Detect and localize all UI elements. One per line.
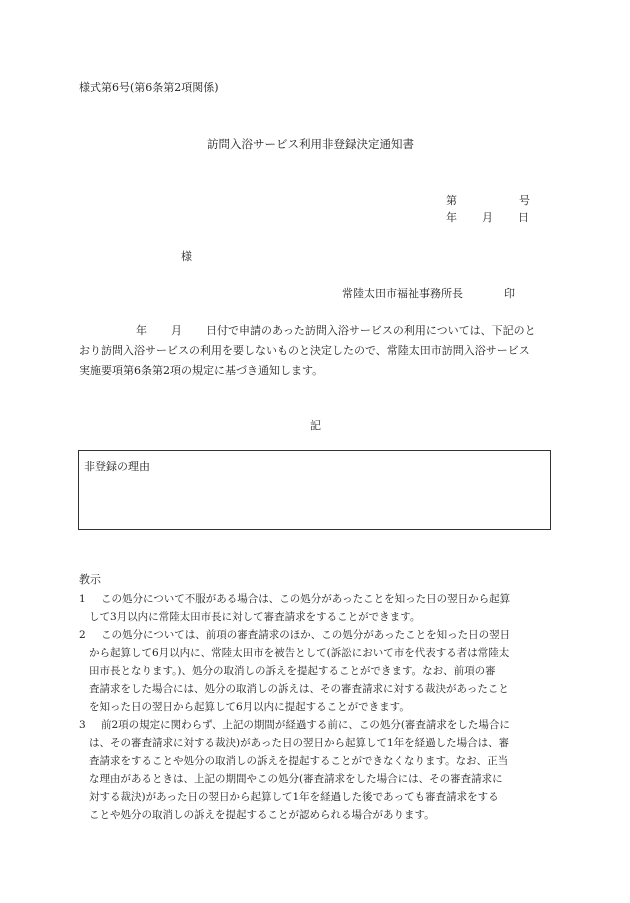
instruction-line: は、その審査請求に対する裁決)があった日の翌日から起算して1年を経過した場合は、審 [89, 737, 510, 749]
record-label: 記 [310, 419, 321, 432]
instruction-list [79, 590, 557, 824]
instruction-line: この処分について不服がある場合は、この処分があったことを知った日の翌日から起算 [101, 593, 511, 605]
seal-mark: 印 [504, 287, 515, 300]
sender-name: 常陸太田市福祉事務所長 [342, 287, 463, 300]
instruction-item-3 [79, 716, 557, 824]
instruction-line: ことや処分の取消しの訴えを提起することが認められる場合があります。 [89, 809, 435, 821]
reference-number-suffix: 号 [519, 194, 530, 207]
instruction-item-1 [79, 590, 557, 626]
notice-body [79, 321, 555, 381]
body-year: 年 [136, 324, 147, 337]
issue-date-month: 月 [482, 211, 493, 224]
body-line-1 [79, 321, 555, 341]
instruction-line: 査請求をした場合には、処分の取消しの訴えは、その審査請求に対する裁決があったこと [89, 683, 509, 695]
recipient-honorific: 様 [181, 250, 192, 263]
instruction-line: 査請求をすることや処分の取消しの訴えを提起することができなくなります。なお、正当 [89, 755, 509, 767]
instruction-item-number: 2 [79, 629, 86, 641]
instruction-line: この処分については、前項の審査請求のほか、この処分があったことを知った日の翌日 [101, 629, 511, 641]
instruction-item-number: 3 [79, 719, 86, 731]
instruction-item-number: 1 [79, 593, 86, 605]
reference-number-prefix: 第 [446, 194, 457, 207]
form-number: 様式第6号(第6条第2項関係) [79, 81, 219, 94]
instruction-line: 田市長となります。)、処分の取消しの訴えを提起することができます。なお、前項の審 [89, 665, 496, 677]
instruction-item-2 [79, 626, 557, 716]
instruction-line: 前2項の規定に関わらず、上記の期間が経過する前に、この処分(審査請求をした場合に [101, 719, 510, 731]
issue-date-day: 日 [518, 211, 529, 224]
non-registration-reason-label: 非登録の理由 [84, 460, 150, 473]
body-line-1-text: 日付で申請のあった訪問入浴サービスの利用については、下記のと [206, 324, 536, 337]
instruction-line: から起算して6月以内に、常陸太田市を被告として(訴訟において市を代表する者は常陸太 [89, 647, 510, 659]
document-title: 訪問入浴サービス利用非登録決定通知書 [207, 137, 414, 151]
body-line-2: おり訪問入浴サービスの利用を要しないものと決定したので、常陸太田市訪問入浴サービス [79, 344, 530, 357]
instruction-line: な理由があるときは、上記の期間やこの処分(審査請求をした場合には、その審査請求に [89, 773, 503, 785]
issue-date [446, 211, 529, 225]
issue-date-year: 年 [446, 211, 457, 224]
instruction-line: を知った日の翌日から起算して6月以内に提起することができます。 [89, 701, 410, 713]
instruction-line: して3月以内に常陸太田市長に対して審査請求をすることができます。 [89, 611, 421, 623]
reference-number [446, 194, 530, 208]
instruction-heading: 教示 [79, 573, 101, 586]
sender [342, 287, 515, 301]
non-registration-reason-box [78, 450, 551, 530]
instruction-line: 対する裁決)があった日の翌日から起算して1年を経過した後であっても審査請求をする [89, 791, 499, 803]
body-line-3: 実施要項第6条第2項の規定に基づき通知します。 [79, 364, 324, 377]
body-month: 月 [171, 324, 182, 337]
